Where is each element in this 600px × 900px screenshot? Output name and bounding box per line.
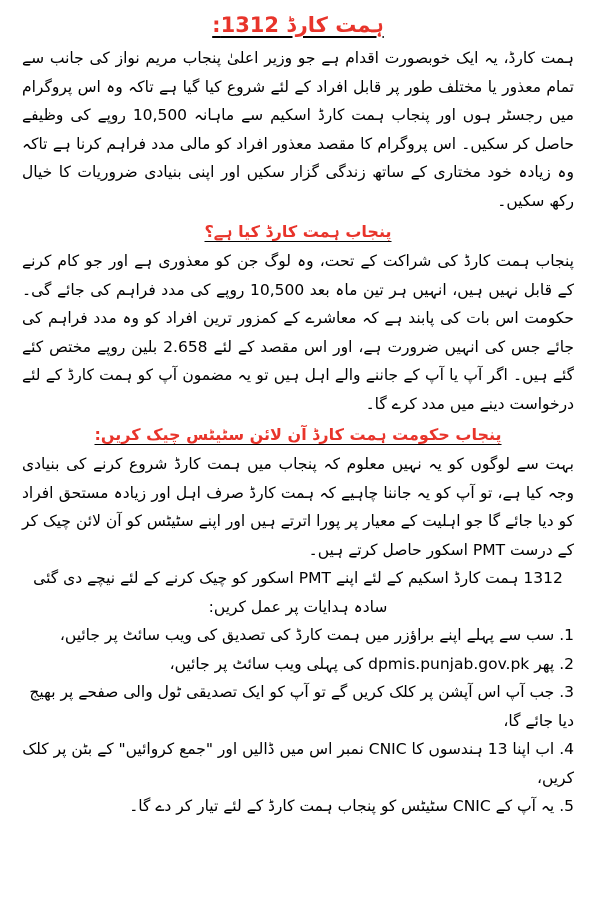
intro-paragraph: ہمت کارڈ، یہ ایک خوبصورت اقدام ہے جو وزیر اعلیٰ پنجاب مریم نواز کی جانب سے تمام معذور یا مختلف طور پر قابل افراد کے لئے شروع کیا گیا ہے تاکہ وہ اس پروگرام میں رجسٹر ہوں اور پنجاب ہمت کارڈ اسکیم سے ماہانہ 10,500 روپے کی وظیفے حاصل کر سکیں۔ اس پروگرام کا مقصد معذور افراد کو مالی مدد فراہم کرنا ہے تاکہ وہ زیادہ خود مختاری کے ساتھ زندگی گزار سکیں اور اپنی بنیادی ضروریات کا خیال رکھ سکیں۔ bbox=[22, 49, 574, 210]
section-heading-what-is-card: پنجاب ہمت کارڈ کیا ہے؟ bbox=[204, 222, 392, 241]
step-number: 1. bbox=[559, 626, 574, 644]
section-body-what-is-card: پنجاب ہمت کارڈ کی شراکت کے تحت، وہ لوگ جن کو معذوری ہے اور جو کام کرنے کے قابل نہیں ہیں، انہیں ہر تین ماہ بعد 10,500 روپے کی مدد فراہم کی جائے گی۔ حکومت اس بات کی پابند ہے کہ معاشرے کے کمزور ترین افراد کو وہ مدد فراہم کی جائے جس کی انہیں ضرورت ہے، اور اس مقصد کے لئے 2.658 بلین روپے مختص کئے گئے ہیں۔ اگر آپ یا آپ کے جاننے والے اہل ہیں تو یہ مضمون آپ کو ہمت کارڈ کے لئے درخواست دینے میں مدد کرے گا۔ bbox=[22, 252, 575, 413]
step-text: جب آپ اس آپشن پر کلک کریں گے تو آپ کو ایک تصدیقی ٹول والی صفحے پر بھیج دیا جائے گا، bbox=[29, 683, 574, 730]
step-number: 3. bbox=[559, 683, 574, 701]
step-text: پھر dpmis.punjab.gov.pk کی پہلی ویب سائٹ پر جائیں، bbox=[169, 654, 555, 673]
step-text: یہ آپ کے CNIC سٹیٹس کو پنجاب ہمت کارڈ کے لئے تیار کر دے گا۔ bbox=[129, 797, 555, 815]
step-number: 5. bbox=[559, 797, 574, 815]
steps-list bbox=[22, 621, 574, 821]
step-number: 4. bbox=[559, 740, 574, 758]
page-title: ہمت کارڈ 1312: bbox=[212, 13, 384, 37]
list-item bbox=[22, 621, 574, 650]
step-text: سب سے پہلے اپنے براؤزر میں ہمت کارڈ کی تصدیق کی ویب سائٹ پر جائیں، bbox=[59, 626, 555, 644]
list-item bbox=[22, 792, 574, 821]
step-number: 2. bbox=[559, 654, 574, 673]
section-heading-status-check: پنجاب حکومت ہمت کارڈ آن لائن سٹیٹس چیک کریں: bbox=[94, 425, 502, 444]
instructions-intro: 1312 ہمت کارڈ اسکیم کے لئے اپنے PMT اسکور کو چیک کرنے کے لئے نیچے دی گئی سادہ ہدایات پر عمل کریں: bbox=[33, 569, 563, 616]
list-item bbox=[22, 678, 574, 735]
section-body-status-check: بہت سے لوگوں کو یہ نہیں معلوم کہ پنجاب میں ہمت کارڈ شروع کرنے کی بنیادی وجہ کیا ہے، تو آپ کو یہ جاننا چاہیے کہ ہمت کارڈ صرف اہل اور زیادہ مستحق افراد کو دیا جائے گا جو اہلیت کے معیار پر پورا اترتے ہیں اور اپنے سٹیٹس کو آن لائن چیک کر کے درست PMT اسکور حاصل کرتے ہیں۔ bbox=[22, 455, 574, 559]
list-item bbox=[22, 650, 574, 679]
list-item bbox=[22, 735, 574, 792]
step-text: اب اپنا 13 ہندسوں کا CNIC نمبر اس میں ڈالیں اور "جمع کروائیں" کے بٹن پر کلک کریں، bbox=[22, 740, 574, 787]
